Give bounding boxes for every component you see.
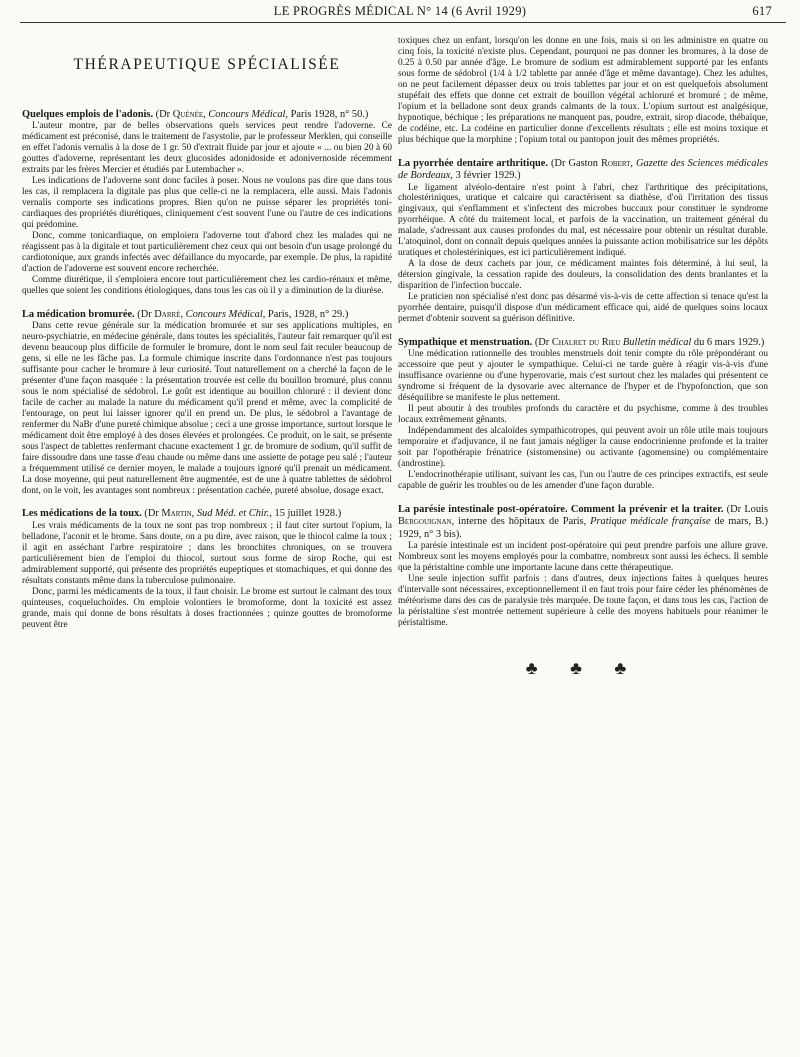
article-heading: La médication bromurée. (Dr Darré, Concours Médical, Paris, 1928, n° 29.) bbox=[22, 308, 349, 320]
article-journal: Concours Médical bbox=[185, 308, 263, 320]
header-rule bbox=[20, 22, 786, 23]
ref-pre: , interne des hôpitaux de Paris, bbox=[451, 516, 591, 528]
article-heading bbox=[398, 337, 768, 350]
ref-rest: , 3 février 1929.) bbox=[450, 170, 521, 182]
paragraph: La parésie intestinale est un incident post-opératoire qui peut prendre parfois une allure grave. Nombreux sont les moyens employés pour la combattre, nombreux sont aussi les échecs. Il semble que la péristaltine comble une importante lacune dans cette thérapeutique. bbox=[398, 541, 768, 574]
article-heading: La pyorrhée dentaire arthritique. (Dr Gaston Robert, Gazette des Sciences médicales de Bordeaux, 3 février 1929.) bbox=[398, 157, 769, 182]
paragraph: Donc, comme tonicardiaque, on emploiera l'adoverne tout d'abord chez les malades qui ne réagissent pas à la digitale et tout particulièrement chez ceux qui ont besoin d'un usage prolongé du cardiotonique, aux grands infectés avec défaillance du myocarde, par exemple. De plus, la rapidité d'action de l'adoverne est souvent encore recherchée. bbox=[22, 230, 392, 274]
continued-paragraph: toxiques chez un enfant, lorsqu'on les donne en une fois, mais si on les administre en quatre ou cinq fois, la toxicité n'existe plus. Cependant, pourquoi ne pas donner les bromures, à la dose de 0.25 à 0.50 par année d'âge. Le bromure de sodium est admirablement supporté par les enfants sous forme de sédobrol (1/4 à 1/2 tablette par année d'âge et même davantage). Chez les adultes, on ne peut facilement dépasser deux ou trois tablettes par jour et on est quelquefois absolument stupéfait des effets que donne cet extrait de bouillon végétal achloruré et bromuré ; de même, l'opium et la belladone sont deux grands calmants de la toux. L'opium surtout est analgésique, hypnotique, béchique ; les préparations ne manquent pas, poudre, extrait, sirop diacode, thébaïque, de codéine, etc. La codéine en particulier donne d'excellents résultats ; elle est moins toxique et plus béchique que la morphine ; l'opium total ou pantopon jouit des mêmes propriétés. bbox=[398, 36, 768, 145]
paragraph: Indépendamment des alcaloïdes sympathicotropes, qui peuvent avoir un rôle utile mais toujours temporaire et d'adjuvance, il ne faut jamais négliger la cause endocrinienne profonde et la traiter soit par l'opothérapie frénatrice (sistomensine) ou activante (agomensine) ou complémentaire (androstine). bbox=[398, 426, 768, 469]
left-column bbox=[22, 56, 392, 630]
right-column bbox=[398, 36, 769, 678]
ref-rest: , Paris, 1928, n° 29.) bbox=[262, 308, 349, 320]
article-author: Robert bbox=[600, 157, 631, 169]
article-author: Bergouignan bbox=[398, 516, 452, 528]
article-paresie bbox=[398, 504, 768, 629]
article-author: Chalret du Rieu bbox=[551, 336, 621, 348]
section-title: THÉRAPEUTIQUE SPÉCIALISÉE bbox=[73, 56, 341, 73]
paragraph: Les indications de l'adoverne sont donc faciles à poser. Nous ne voulons pas dire que dans tous les cas, il remplacera la digitale pas plus que celle-ci ne la remplacera, elle aussi. Mais l'adonis vernalis comporte ses indications propres. Bien qu'on ne puisse séparer les propriétés toni-cardiaques des propriétés diurétiques, cliniquement c'est souvent l'une ou l'autre de ces indications qui prédomine. bbox=[22, 176, 392, 231]
paragraph: Les vrais médicaments de la toux ne sont pas trop nombreux ; il faut citer surtout l'opium, la belladone, l'aconit et le brome. Sans doute, on a pu dire, avec raison, que le thiocol calme la toux ; il agit en asséchant l'arbre respiratoire ; dans les bronchites chroniques, on se trouvera particulièrement bien de l'emploi du thiocol, surtout sous forme de sirop Roche, qui est admirablement supporté, qui présente des propriétés eupeptiques et stomachiques, et qui donne des résultats constants même dans la tuberculose pulmonaire. bbox=[22, 520, 392, 586]
article-journal: Bulletin médical bbox=[622, 336, 692, 348]
article-pyorrhee bbox=[398, 158, 768, 325]
article-toux bbox=[22, 508, 392, 630]
article-title: Sympathique et menstruation. bbox=[398, 336, 533, 348]
running-title: LE PROGRÈS MÉDICAL N° 14 (6 Avril 1929) bbox=[273, 4, 527, 18]
paragraph: Dans cette revue générale sur la médication bromurée et sur ses applications multiples, en neuro-psychiatrie, en médecine générale, dans toutes les spécialités, l'auteur fait remarquer qu'il est devenu beaucoup plus difficile de formuler le bromure, dont le nom seul fait reculer beaucoup de gens, si elle ne les fâche pas. La formule chimique inscrite dans l'ordonnance n'est pas toujours suffisante pour cacher le bromure à leur curiosité. Tout naturellement on a cherché la façon de le présenter d'une façon masquée : la présentation trouvée est celle du bouillon bromuré, plus connu sous le nom spécialisé de sédobrol. Le goût est identique au bouillon chloruré : il devient donc facile de cacher au malade la nature du médicament qu'il prend et même, avec la complicité de l'entourage, on peut lui laisser ignorer qu'il en prend un. De plus, le sédobrol a l'avantage de renfermer du NaBr d'une pureté chimique absolue ; ceci a une grosse importance, surtout lorsque le médicament doit être employé à des doses élevées et prolongées. Ce produit, on le sait, se présente sous l'aspect de tablettes renfermant chacune exactement 1 gr. de bromure de sodium, qu'il suffit de faire dissoudre dans une tasse d'eau chaude ou même dans une assiette de potage peu salé ; l'auteur a fréquemment utilisé ce dernier moyen, le malade a toujours ignoré qu'il prenait un médicament. La dose moyenne, qui peut naturellement être augmentée, est de une à quatre tablettes de sédobrol dont, on le voit, les avantages sont nombreux : présentation cachée, pureté absolue, dosage exact. bbox=[22, 321, 392, 496]
paragraph: A la dose de deux cachets par jour, ce médicament maintes fois déterminé, à lui seul, la détersion gingivale, la cessation rapide des douleurs, la consolidation des dents branlantes et la disparition de l'infection buccale. bbox=[398, 259, 768, 292]
paragraph: Comme diurétique, il s'emploiera encore tout particulièrement chez les cardio-rénaux et même, quelles que soient les conditions étiologiques, dans tous les cas où il y a diminution de la diurèse. bbox=[22, 274, 392, 296]
ref-open: (Dr bbox=[141, 508, 162, 520]
article-journal: Concours Médical bbox=[208, 108, 286, 120]
article-author: Quénée bbox=[172, 108, 204, 120]
article-title: La médication bromurée. bbox=[22, 308, 135, 320]
paragraph: L'auteur montre, par de belles observations quels services peut rendre l'adoverne. Ce médicament est préconisé, dans le traitement de l'asystolie, par le professeur Merklen, qui conseille en effet l'adonis vernalis à la dose de 1 gr. 50 d'extrait fluide par jour et ajoute « ... ou bien 20 à 60 gouttes d'adoverne, représentant les deux glucosides adonidoside et adonivernoside récemment extraits par les frères Mercier et étudiés par Lutembacher ». bbox=[22, 121, 392, 176]
article-journal: Sud Méd. et Chir. bbox=[196, 508, 270, 520]
ref-open: (Dr Louis bbox=[723, 503, 768, 515]
page-number: 617 bbox=[752, 4, 772, 18]
article-adonis bbox=[22, 109, 392, 297]
article-title: Les médications de la toux. bbox=[22, 508, 142, 520]
paragraph: Une seule injection suffit parfois : dans d'autres, deux injections faites à quelques heures d'intervalle sont nécessaires, exceptionnellement il en faut trois pour faire céder les phénomènes de météorisme dans des cas de paralysie très marquée. De toute façon, et dans tous les cas, l'action de la péristaltine s'est montrée nettement supérieure à celle des moyens habituels pour réanimer le péristaltisme. bbox=[398, 574, 768, 628]
article-bromuree bbox=[22, 309, 392, 497]
article-title: La pyorrhée dentaire arthritique. bbox=[398, 157, 548, 169]
article-title: Quelques emplois de l'adonis. bbox=[22, 108, 154, 120]
paragraph: L'endocrinothérapie utilisant, suivant les cas, l'un ou l'autre de ces principes extractifs, est seule capable de guérir les troubles ou de les amender d'une façon durable. bbox=[398, 469, 768, 491]
article-author: Darré bbox=[154, 308, 181, 320]
article-heading: Les médications de la toux. (Dr Martin, Sud Méd. et Chir., 15 juillet 1928.) bbox=[22, 508, 342, 520]
article-journal: Gazette des Sciences médicales de Bordeaux bbox=[398, 157, 769, 182]
ref-rest: , Paris 1928, n° 50.) bbox=[285, 108, 369, 120]
article-journal: Pratique médicale française bbox=[590, 516, 711, 528]
ref-rest: du 6 mars 1929.) bbox=[691, 336, 765, 348]
paragraph: Une médication rationnelle des troubles menstruels doit tenir compte du rôle prépondérant ou accessoire que peut y ajouter le sympathique. Celui-ci ne tarde guère à réagir vis-à-vis d'une insuffisance ovarienne ou d'une hyperovarie, mais c'est surtout chez les malades qui présentent ce syndrome si fréquent de la dysovarie avec alternance de l'hyper et de l'hypofonction, que son déséquilibre se manifeste le plus nettement. bbox=[398, 349, 768, 404]
article-heading bbox=[398, 504, 768, 542]
running-header bbox=[20, 4, 780, 22]
ref-open: (Dr bbox=[153, 108, 173, 120]
paragraph: Le ligament alvéolo-dentaire n'est point à l'abri, chez l'arthritique des précipitations, cholestériniques, uratique et calcaire qui caractérisent sa diathèse, d'où l'irritation des tissus gingivaux, qui s'enflamment et s'infectent des microbes buccaux pour constituer le syndrome pyorrhéique. A côté du traitement local, et parfois de la vaccination, un traitement général du malade, s'adressant aux causes profondes du mal, est nécessaire pour obtenir un résultat durable. L'atoquinol, dont on connaît depuis quelques années la puissante action mobilisatrice sur les dépôts uratiques et cholestériniques, est ici particulièrement indiqué. bbox=[398, 182, 768, 259]
article-title: La parésie intestinale post-opératoire. Comment la prévenir et la traiter. bbox=[398, 503, 724, 515]
ornament-icon: ♣ ♣ ♣ bbox=[525, 657, 641, 678]
ref-rest: de mars, B.) 1929, n° 3 bis). bbox=[398, 516, 768, 540]
ref-open: (Dr Gaston bbox=[548, 157, 601, 169]
ref-rest: , 15 juillet 1928.) bbox=[269, 508, 342, 520]
article-heading: Quelques emplois de l'adonis. (Dr Quénée, Concours Médical, Paris 1928, n° 50.) bbox=[22, 108, 369, 120]
article-sympathique bbox=[398, 337, 768, 492]
ref-open: (Dr bbox=[134, 308, 155, 320]
paragraph: Il peut aboutir à des troubles profonds du caractère et du psychisme, comme à des troubles locaux extrêmement gênants. bbox=[398, 404, 768, 426]
paragraph: Donc, parmi les médicaments de la toux, il faut choisir. Le brome est surtout le calmant des toux quinteuses, coqueluchoïdes. On emploie volontiers le bromoforme, dont la toxicité est assez grande, mais qui donne de bons résultats à doses fractionnées ; quinze gouttes de bromoforme peuvent être bbox=[22, 586, 392, 630]
ref-open: (Dr bbox=[532, 336, 552, 348]
paragraph: Le praticien non spécialisé n'est donc pas désarmé vis-à-vis de cette affection si tenace qu'est la pyorrhée dentaire, puisqu'il dispose d'un médicament efficace qui, aidé de quelques soins locaux permet d'obtenir souvent sa guérison définitive. bbox=[398, 292, 768, 324]
article-author: Martin bbox=[161, 508, 192, 520]
